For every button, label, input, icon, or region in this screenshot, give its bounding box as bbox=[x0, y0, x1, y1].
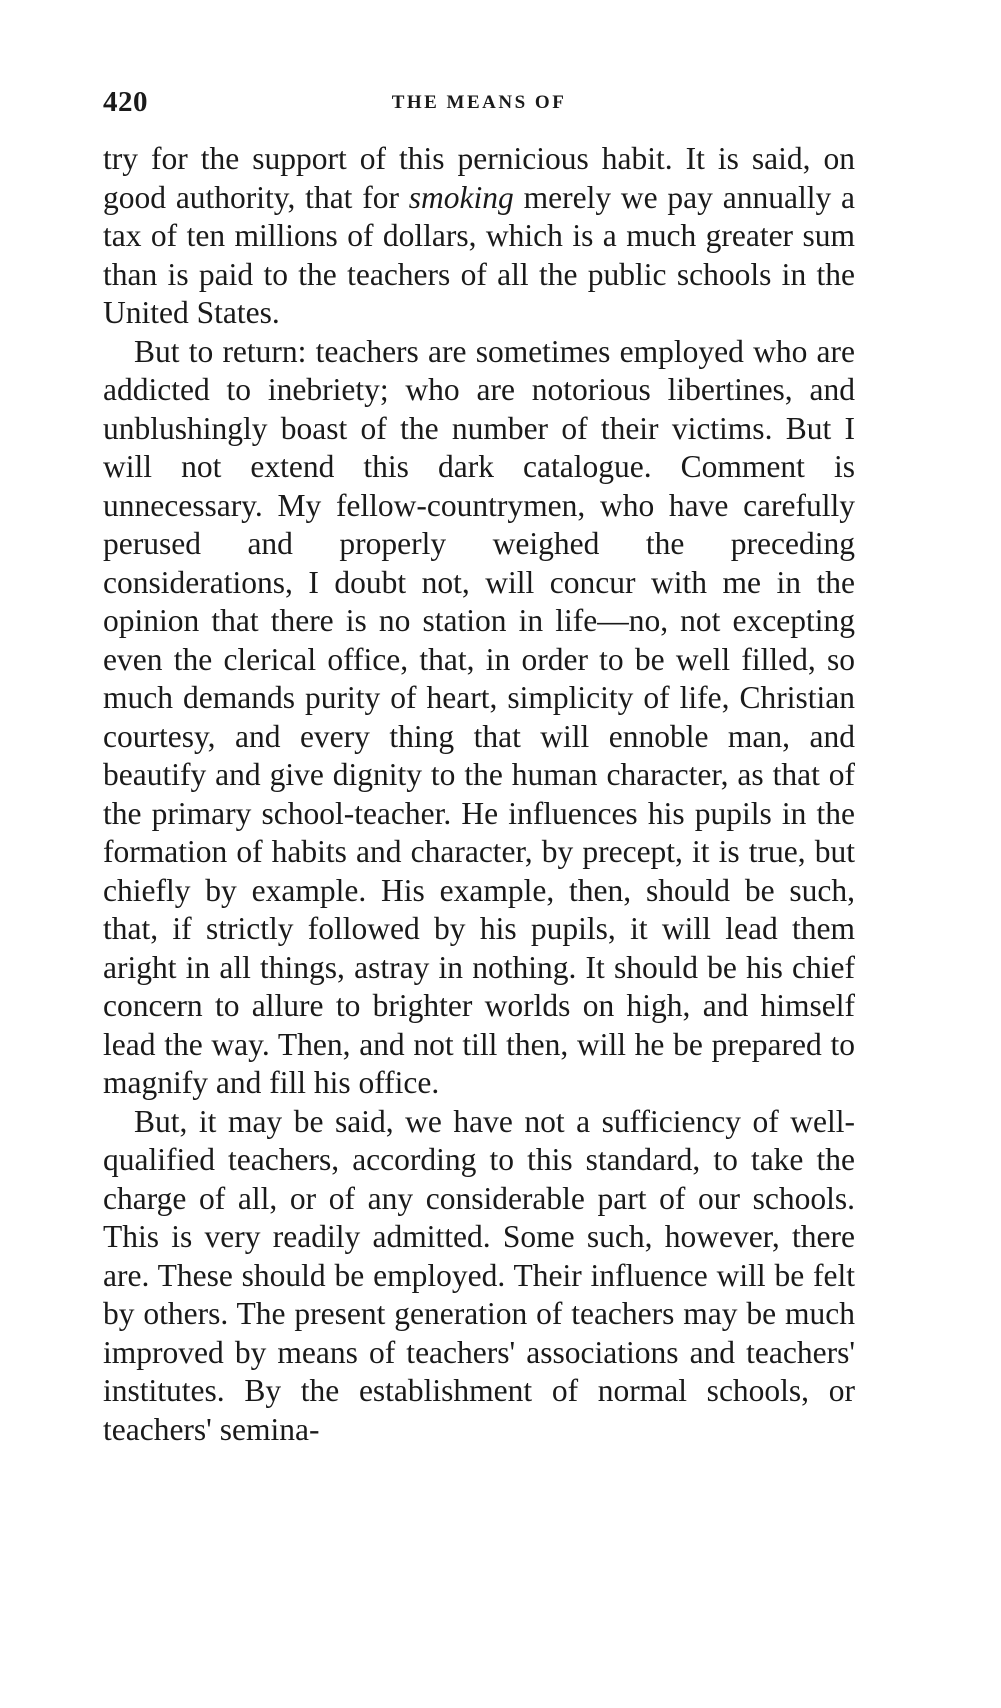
italic-word: smoking bbox=[408, 179, 514, 215]
paragraph: But, it may be said, we have not a sufficiency of well-qualified teachers, according to this standard, to take the charge of all, or of any considerable part of our schools. This is very readily admitted. Some such, however, there are. These should be employed. Their influence will be felt by others. The present generation of teachers may be much improved by means of teachers' associations and teachers' institutes. By the establishment of normal schools, or teachers' semina- bbox=[103, 1103, 855, 1447]
running-title: THE MEANS OF bbox=[391, 92, 567, 113]
body-text bbox=[103, 140, 855, 1449]
paragraph: But to return: teachers are sometimes employed who are addicted to inebriety; who are notorious libertines, and unblushingly boast of the number of their victims. But I will not extend this dark catalogue. Comment is unnecessary. My fellow-countrymen, who have carefully perused and properly weighed the preceding considerations, I doubt not, will concur with me in the opinion that there is no station in life—no, not excepting even the clerical office, that, in order to be well filled, so much demands purity of heart, simplicity of life, Christian courtesy, and every thing that will ennoble man, and beautify and give dignity to the human character, as that of the primary school-teacher. He influences his pupils in the formation of habits and character, by precept, it is true, but chiefly by example. His example, then, should be such, that, if strictly followed by his pupils, it will lead them aright in all things, astray in nothing. It should be his chief concern to allure to brighter worlds on high, and himself lead the way. Then, and not till then, will he be prepared to magnify and fill his office. bbox=[103, 333, 855, 1100]
page-number: 420 bbox=[103, 86, 148, 118]
paragraph-continued bbox=[103, 140, 855, 333]
running-header bbox=[103, 86, 855, 126]
paragraph-text: try for the support of this pernicious habit. It is said, on good authority, that for bbox=[103, 141, 855, 215]
paragraph-text: merely we pay annually a tax of ten millions of dollars, which is a much greater sum than is paid to the teachers of all the public schools in the United States. bbox=[103, 179, 855, 330]
